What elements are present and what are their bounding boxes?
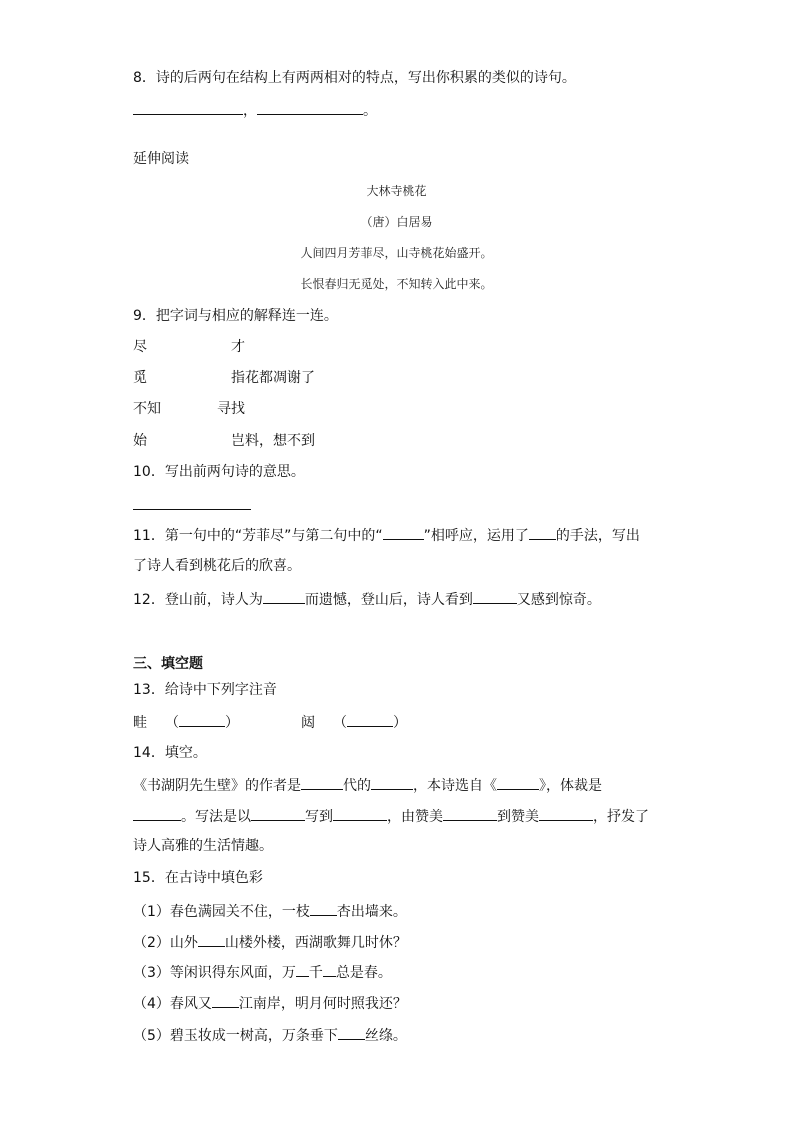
question-14-text: 14．填空。: [133, 745, 207, 761]
question-8-text: 8．诗的后两句在结构上有两两相对的特点，写出你积累的类似的诗句。: [133, 70, 576, 86]
q15-text: （1）春色满园关不住，一枝: [133, 904, 310, 920]
question-15-item-1: [133, 901, 407, 921]
question-13-item-2: [301, 712, 407, 732]
q14-text: ，抒发了: [593, 809, 649, 825]
q14-text: 。写法是以: [181, 809, 251, 825]
match-right-2[interactable]: 指花都凋谢了: [231, 370, 315, 386]
answer-blank[interactable]: [443, 806, 497, 821]
q15-text: （2）山外: [133, 935, 198, 951]
q15-text: （5）碧玉妆成一树高，万条垂下: [133, 1028, 338, 1044]
extended-reading-heading: 延伸阅读: [133, 151, 189, 167]
q12-part-2: 而遗憾，登山后，诗人看到: [304, 592, 473, 608]
q14-text: 》，体裁是: [539, 778, 602, 794]
match-left-3[interactable]: 不知: [133, 401, 161, 417]
q15-text: 杏出墙来。: [336, 904, 407, 920]
poem-line-1: 人间四月芳菲尽，山寺桃花始盛开。: [300, 246, 493, 260]
q15-text: 丝绦。: [364, 1028, 407, 1044]
close-paren: ）: [225, 715, 239, 731]
question-15-item-5: [133, 1025, 407, 1045]
answer-blank[interactable]: [539, 806, 593, 821]
match-right-3[interactable]: 寻找: [217, 401, 245, 417]
answer-blank[interactable]: [198, 932, 225, 947]
question-15-item-4: [133, 993, 407, 1013]
answer-blank[interactable]: [497, 775, 539, 790]
match-right-4[interactable]: 岂料，想不到: [231, 433, 315, 449]
open-paren: （: [165, 715, 179, 731]
question-13-item-1: [133, 712, 239, 732]
answer-blank[interactable]: [310, 901, 337, 916]
poem-title: 大林寺桃花: [366, 184, 427, 198]
open-paren: （: [333, 715, 347, 731]
question-8-answer-line: [133, 100, 377, 120]
q14-text: 到赞美: [497, 809, 539, 825]
answer-blank[interactable]: [371, 775, 413, 790]
q15-text: 山楼外楼，西湖歌舞几时休？: [224, 935, 407, 951]
q14-text: 写到: [305, 809, 333, 825]
q14-text: 代的: [343, 778, 371, 794]
match-left-4[interactable]: 始: [133, 433, 147, 449]
match-left-2[interactable]: 觅: [133, 370, 147, 386]
q15-text: （4）春风又: [133, 996, 212, 1012]
q15-text: （3）等闲识得东风面，万: [133, 965, 296, 981]
match-left-1[interactable]: 尽: [133, 339, 147, 355]
poem-author: （唐）白居易: [360, 215, 433, 229]
answer-blank[interactable]: [529, 525, 556, 540]
question-15-item-3: [133, 962, 392, 982]
answer-blank[interactable]: [257, 100, 363, 115]
close-paren: ）: [393, 715, 407, 731]
answer-blank[interactable]: [347, 712, 393, 727]
q11-part-3: 的手法，写出: [555, 528, 640, 544]
question-11-line-2: 了诗人看到桃花后的欣喜。: [133, 558, 301, 574]
question-15-item-2: [133, 932, 407, 952]
question-10-text: 10．写出前两句诗的意思。: [133, 464, 305, 480]
answer-blank[interactable]: [212, 993, 239, 1008]
q12-part-3: 又感到惊奇。: [516, 592, 601, 608]
match-right-1[interactable]: 才: [231, 339, 245, 355]
poem-line-2: 长恨春归无觅处，不知转入此中来。: [300, 277, 493, 291]
question-9-text: 9．把字词与相应的解释连一连。: [133, 308, 338, 324]
answer-blank[interactable]: [301, 775, 343, 790]
comma: ，: [243, 103, 257, 119]
question-14-line-1: [133, 775, 602, 795]
question-11-line-1: [133, 525, 640, 545]
question-14-line-3: 诗人高雅的生活情趣。: [133, 838, 273, 854]
answer-blank[interactable]: [133, 100, 243, 115]
q14-text: ，本诗选自《: [413, 778, 497, 794]
q15-text: 千: [308, 965, 323, 981]
char-2: 闼: [301, 715, 315, 731]
answer-blank[interactable]: [179, 712, 225, 727]
q15-text: 总是春。: [335, 965, 392, 981]
q14-text: ，由赞美: [387, 809, 443, 825]
answer-blank[interactable]: [251, 806, 305, 821]
question-10-answer-line[interactable]: [133, 509, 251, 510]
question-15-text: 15．在古诗中填色彩: [133, 870, 263, 886]
question-13-text: 13．给诗中下列字注音: [133, 682, 277, 698]
q14-text: 《书湖阴先生壁》的作者是: [133, 778, 301, 794]
question-12-text: [133, 589, 601, 609]
answer-blank[interactable]: [473, 589, 517, 604]
char-1: 畦: [133, 715, 147, 731]
q15-text: 江南岸，明月何时照我还？: [238, 996, 407, 1012]
answer-blank[interactable]: [133, 806, 181, 821]
answer-blank[interactable]: [383, 525, 424, 540]
answer-blank[interactable]: [296, 962, 309, 977]
q12-part-1: 12．登山前，诗人为: [133, 592, 263, 608]
answer-blank[interactable]: [263, 589, 305, 604]
section-3-heading: 三、填空题: [133, 656, 203, 672]
answer-blank[interactable]: [333, 806, 387, 821]
answer-blank[interactable]: [323, 962, 336, 977]
q11-part-2: ”相呼应，运用了: [423, 528, 529, 544]
q11-part-1: 11．第一句中的“芳菲尽”与第二句中的“: [133, 528, 383, 544]
question-14-line-2: [133, 806, 649, 826]
answer-blank[interactable]: [338, 1025, 365, 1040]
period: 。: [363, 103, 377, 119]
